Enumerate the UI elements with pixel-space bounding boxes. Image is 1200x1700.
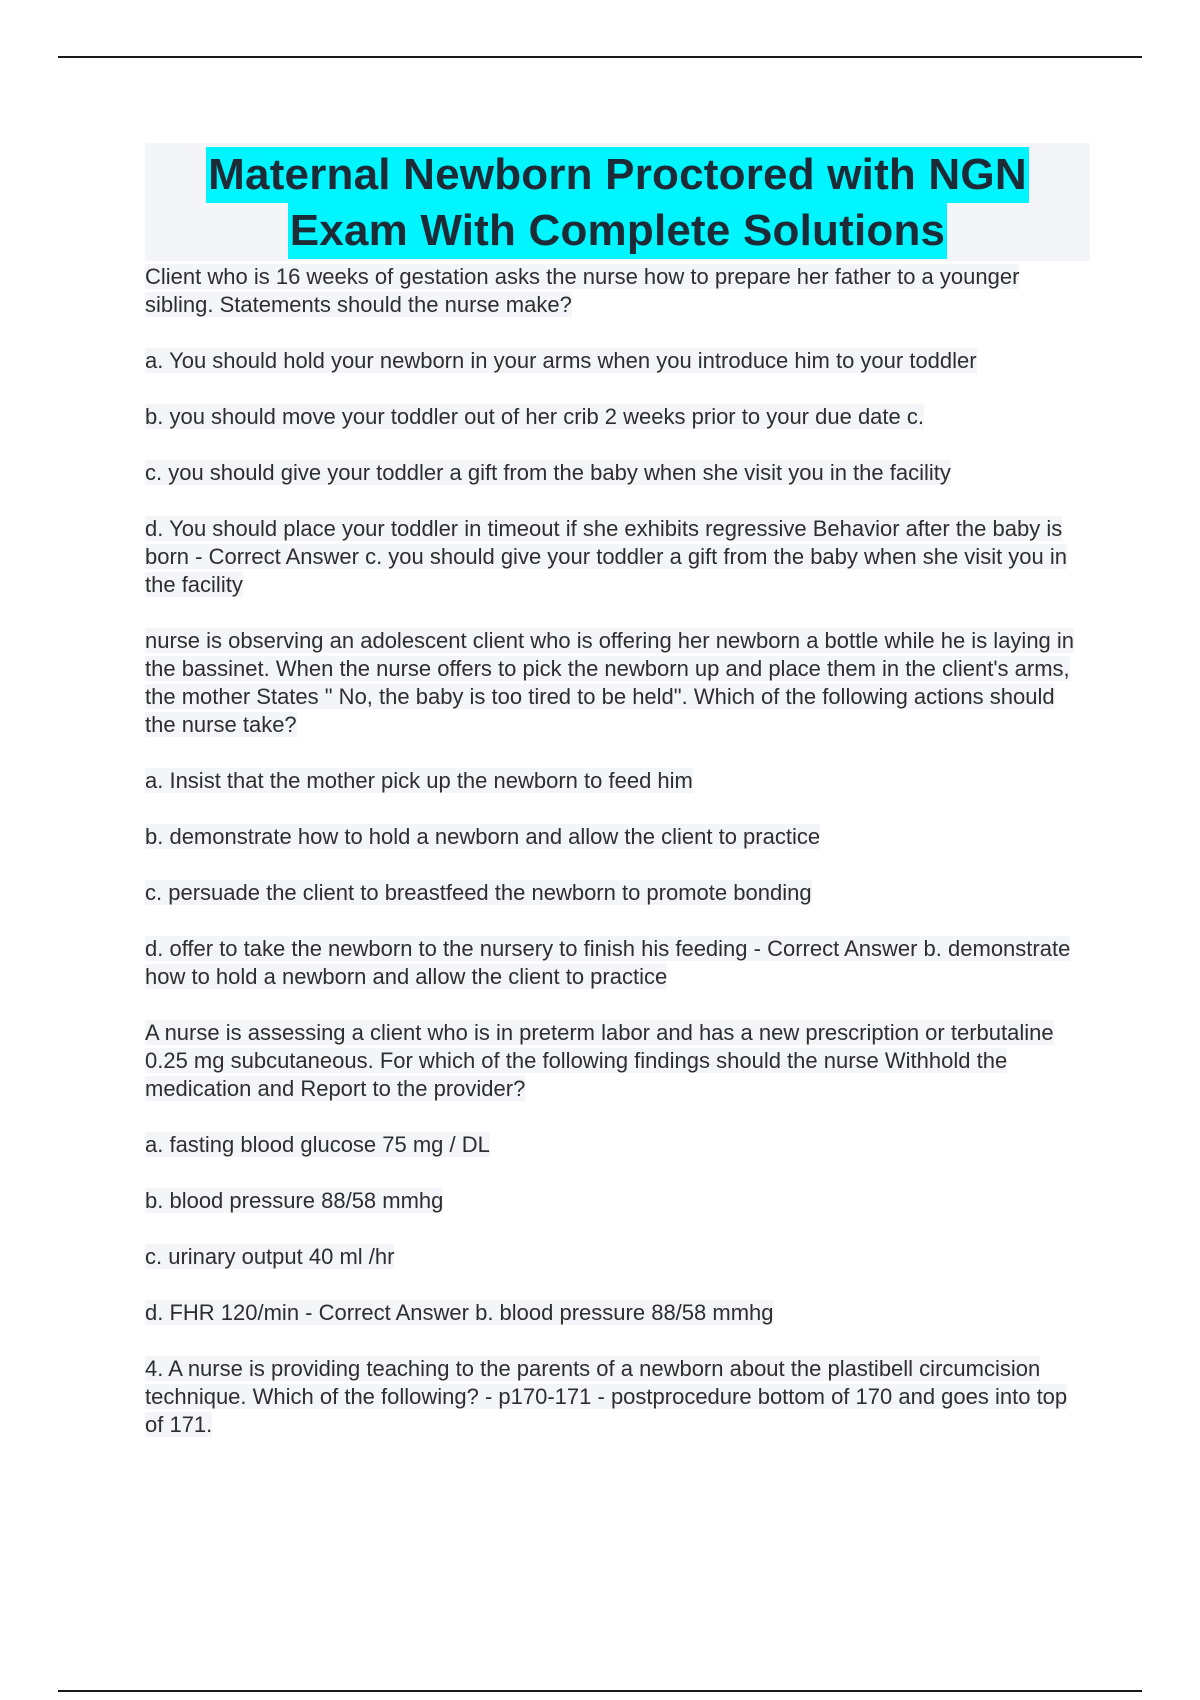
question-3-option-a: a. fasting blood glucose 75 mg / DL bbox=[145, 1132, 490, 1157]
header-rule bbox=[58, 56, 1142, 58]
question-stem-3: A nurse is assessing a client who is in preterm labor and has a new prescription or terbutaline 0.25 mg subcutaneous. For which of the following findings should the nurse Withhold the medication and Report to the provider? bbox=[145, 1020, 1054, 1101]
question-3-option-c: c. urinary output 40 ml /hr bbox=[145, 1244, 395, 1269]
title-line-1: Maternal Newborn Proctored with NGN bbox=[206, 147, 1029, 203]
question-2-option-c: c. persuade the client to breastfeed the newborn to promote bonding bbox=[145, 880, 812, 905]
question-1-option-c: c. you should give your toddler a gift from the baby when she visit you in the facility bbox=[145, 460, 951, 485]
footer-rule bbox=[58, 1690, 1142, 1692]
question-1-option-b: b. you should move your toddler out of her crib 2 weeks prior to your due date c. bbox=[145, 404, 924, 429]
document-body bbox=[145, 143, 1090, 1439]
question-1-option-d-answer: d. You should place your toddler in timeout if she exhibits regressive Behavior after the baby is born - Correct Answer c. you should give your toddler a gift from the baby when she visit you in the facility bbox=[145, 516, 1068, 597]
question-3-option-d-answer: d. FHR 120/min - Correct Answer b. blood pressure 88/58 mmhg bbox=[145, 1300, 774, 1325]
question-stem-4: 4. A nurse is providing teaching to the parents of a newborn about the plastibell circumcision technique. Which of the following? - p170-171 - postprocedure bottom of 170 and goes into top of 171. bbox=[145, 1356, 1068, 1437]
question-stem-2: nurse is observing an adolescent client who is offering her newborn a bottle while he is laying in the bassinet. When the nurse offers to pick the newborn up and place them in the client's arms, the mother States " No, the baby is too tired to be held". Which of the following actions should the nurse take? bbox=[145, 628, 1075, 737]
question-stem-1: Client who is 16 weeks of gestation asks the nurse how to prepare her father to a younger sibling. Statements should the nurse make? bbox=[145, 264, 1020, 317]
question-2-option-a: a. Insist that the mother pick up the newborn to feed him bbox=[145, 768, 693, 793]
question-2-option-d-answer: d. offer to take the newborn to the nursery to finish his feeding - Correct Answer b. demonstrate how to hold a newborn and allow the client to practice bbox=[145, 936, 1071, 989]
document-title bbox=[145, 143, 1090, 261]
question-2-option-b: b. demonstrate how to hold a newborn and allow the client to practice bbox=[145, 824, 821, 849]
question-1-option-a: a. You should hold your newborn in your arms when you introduce him to your toddler bbox=[145, 348, 977, 373]
question-3-option-b: b. blood pressure 88/58 mmhg bbox=[145, 1188, 444, 1213]
title-line-2: Exam With Complete Solutions bbox=[288, 203, 947, 259]
